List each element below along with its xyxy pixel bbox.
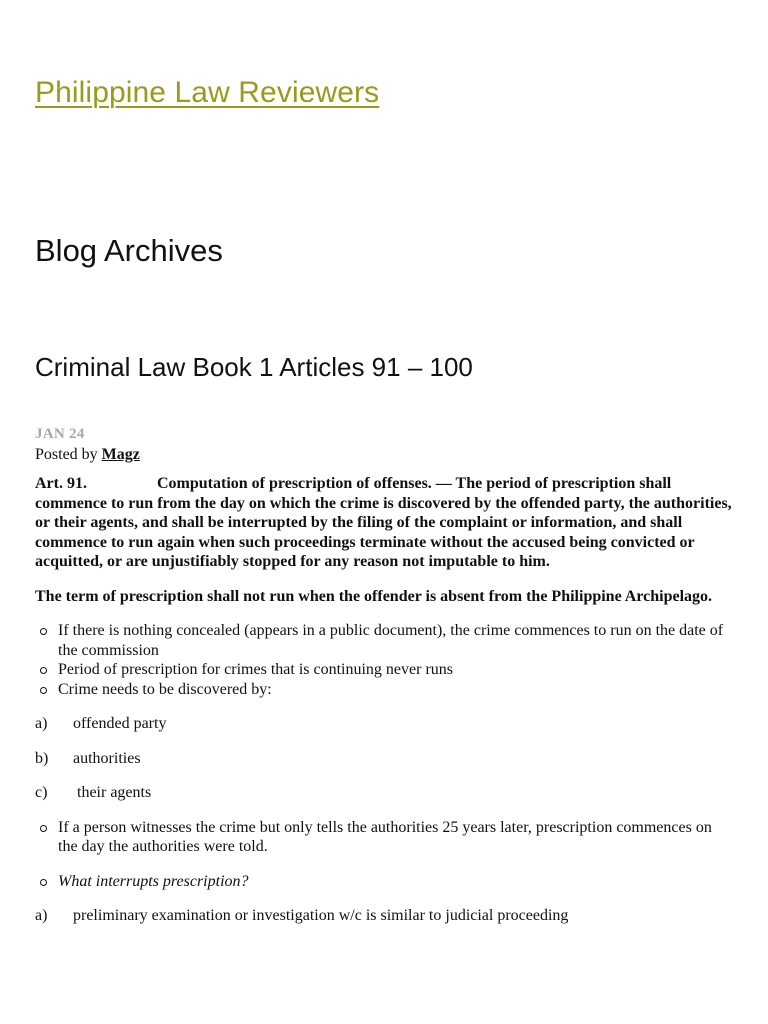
item-letter: b) [35, 749, 49, 767]
lettered-item [35, 714, 735, 734]
article-text: Computation of prescription of offenses. — The period of prescription shall commence to run from the day on which the crime is discovered by the offended party, the authorities, or their agents, and shall be interrupted by the filing of the complaint or information, and shall commence to run again when such proceedings terminate without the accused being convicted or acquitted, or are unjustifiably stopped for any reason not imputable to him. [35, 475, 732, 570]
byline [35, 445, 735, 465]
lettered-item [35, 906, 735, 926]
site-title-link[interactable]: Philippine Law Reviewers [35, 76, 380, 109]
item-text: offended party [73, 715, 167, 732]
archipelago-paragraph: The term of prescription shall not run when the offender is absent from the Philippine Archipelago. [35, 587, 713, 605]
notes-list [35, 621, 735, 699]
lettered-item [35, 749, 735, 769]
post-title[interactable]: Criminal Law Book 1 Articles 91 – 100 [35, 352, 473, 382]
item-letter: a) [35, 907, 48, 924]
item-text: preliminary examination or investigation w/c is similar to judicial proceeding [73, 907, 569, 924]
notes-list-2 [35, 818, 735, 857]
list-item: Period of prescription for crimes that is continuing never runs [58, 660, 735, 680]
list-item: If there is nothing concealed (appears in a public document), the crime commences to run on the date of the commission [58, 621, 735, 660]
lettered-item [35, 783, 735, 803]
item-text: their agents [73, 784, 152, 801]
item-letter: c) [35, 784, 48, 801]
notes-list-3 [35, 872, 735, 892]
post-date: JAN 24 [35, 426, 85, 442]
article-91-paragraph [35, 474, 735, 572]
item-letter: a) [35, 715, 48, 732]
archive-heading: Blog Archives [35, 233, 223, 268]
posted-by-label: Posted by [35, 445, 98, 463]
article-label: Art. 91. [35, 475, 87, 492]
question-text: What interrupts prescription? [58, 872, 249, 890]
list-item: Crime needs to be discovered by: [58, 680, 735, 700]
list-item [58, 872, 735, 892]
author-link[interactable]: Magz [101, 445, 140, 463]
item-text: authorities [73, 749, 141, 767]
list-item: If a person witnesses the crime but only tells the authorities 25 years later, prescription commences on the day the authorities were told. [58, 818, 735, 857]
post-body [35, 425, 735, 926]
